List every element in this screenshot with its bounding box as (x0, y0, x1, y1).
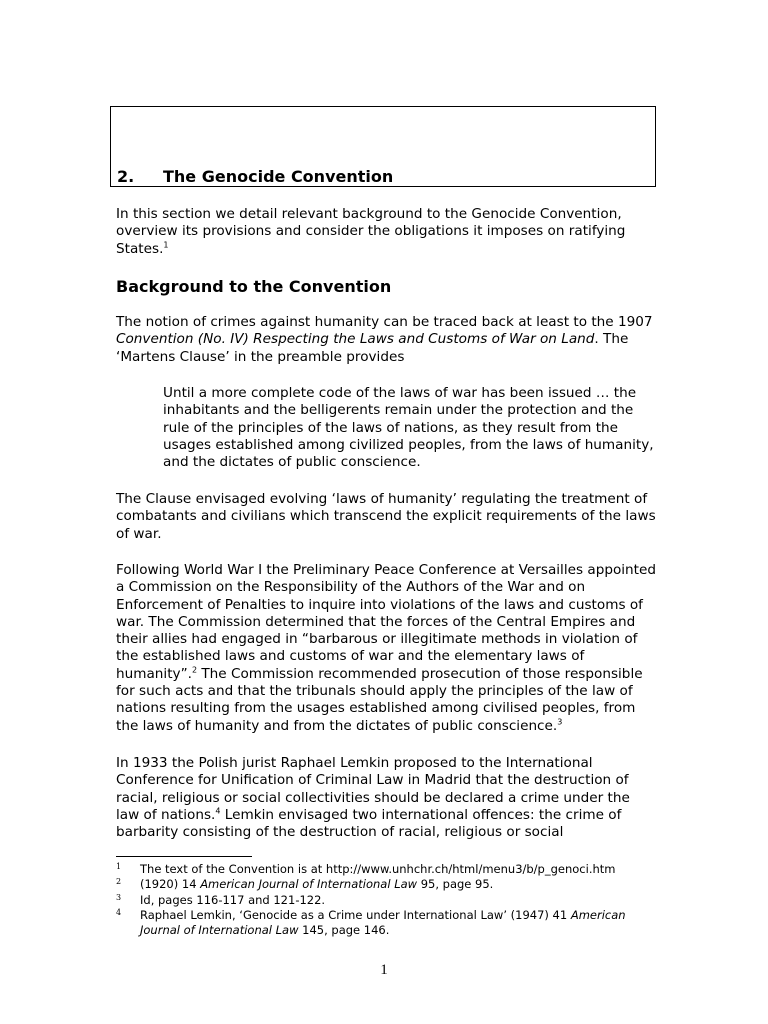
footnote-text: Raphael Lemkin, ‘Genocide as a Crime under International Law’ (1947) 41 (140, 907, 571, 922)
footnote-text: (1920) 14 (140, 877, 201, 892)
footnote-number: 1 (116, 862, 122, 871)
footnote-ref: 3 (557, 717, 563, 727)
clause-paragraph: The Clause envisaged evolving ‘laws of humanity’ regulating the treatment of combatants and civilians which transcend the explicit requirements of the laws of war. (116, 491, 656, 542)
section-number: 2. (117, 167, 135, 186)
wwi-text-2: The Commission recommended prosecution of those responsible for such acts and that the tribunals should apply the principles of the law of nations resulting from the usages established among civilised peoples, from the laws of humanity and from the dictates of public conscience. (116, 665, 643, 734)
lemkin-paragraph (116, 755, 656, 841)
footnotes-list (116, 862, 656, 938)
lemkin-text-2: Lemkin envisaged two international offences: the crime of barbarity consisting of the destruction of racial, religious or social (116, 806, 622, 841)
notion-paragraph (116, 314, 656, 366)
convention-title: Convention (No. IV) Respecting the Laws and Customs of War on Land (116, 331, 595, 348)
intro-paragraph (116, 206, 656, 258)
section-title-text: The Genocide Convention (163, 167, 394, 186)
footnote-item (116, 862, 656, 877)
section-heading-box (110, 106, 656, 187)
footnote-ref: 4 (215, 806, 221, 816)
footnote-ref: 2 (191, 665, 198, 675)
footnote-item (116, 877, 656, 892)
page-number: 1 (380, 962, 388, 978)
footnote-ref: 1 (163, 240, 169, 250)
footnote-number: 3 (116, 892, 122, 902)
footnote-divider (116, 856, 252, 857)
footnote-number: 2 (116, 877, 122, 887)
footnote-text: 95, page 95. (417, 877, 494, 892)
martens-clause-quote: Until a more complete code of the laws of war has been issued … the inhabitants and the belligerents remain under the protection and the rule of the principles of the laws of nations, as they result from the usages established among civilized peoples, from the laws of humanity, and the dictates of public conscience. (163, 385, 654, 471)
intro-text: In this section we detail relevant background to the Genocide Convention, overview its provisions and consider the obligations it imposes on ratifying States. (116, 206, 626, 257)
footnote-text: The text of the Convention is at http://www.unhchr.ch/html/menu3/b/p_genoci.htm (140, 862, 616, 876)
footnote-number: 4 (116, 907, 122, 917)
notion-text-1: The notion of crimes against humanity can be traced back at least to the 1907 (116, 314, 653, 330)
footnote-text: Id, pages 116-117 and 121-122. (140, 892, 326, 907)
section-title (117, 168, 393, 186)
lemkin-text-1: In 1933 the Polish jurist Raphael Lemkin proposed to the International Conference for Unification of Criminal Law in Madrid that the destruction of racial, religious or social collectivities should be declared a crime under the law of nations. (116, 755, 630, 823)
journal-title: American Journal of International Law (140, 907, 626, 938)
background-heading: Background to the Convention (116, 277, 392, 296)
wwi-paragraph (116, 562, 656, 735)
footnote-item (116, 908, 656, 939)
wwi-text-1: Following World War I the Preliminary Peace Conference at Versailles appointed a Commission on the Responsibility of the Authors of the War and on Enforcement of Penalties to inquire into violations of the laws and customs of war. The Commission determined that the forces of the Central Empires and their allies had engaged in “barbarous or illegitimate methods in violation of the established laws and customs of war and the elementary laws of humanity”. (116, 562, 656, 682)
footnote-text: 145, page 146. (298, 923, 390, 938)
footnote-item (116, 893, 656, 908)
journal-title: American Journal of International Law (200, 877, 418, 892)
notion-text-2: . The ‘Martens Clause’ in the preamble provides (116, 331, 629, 365)
